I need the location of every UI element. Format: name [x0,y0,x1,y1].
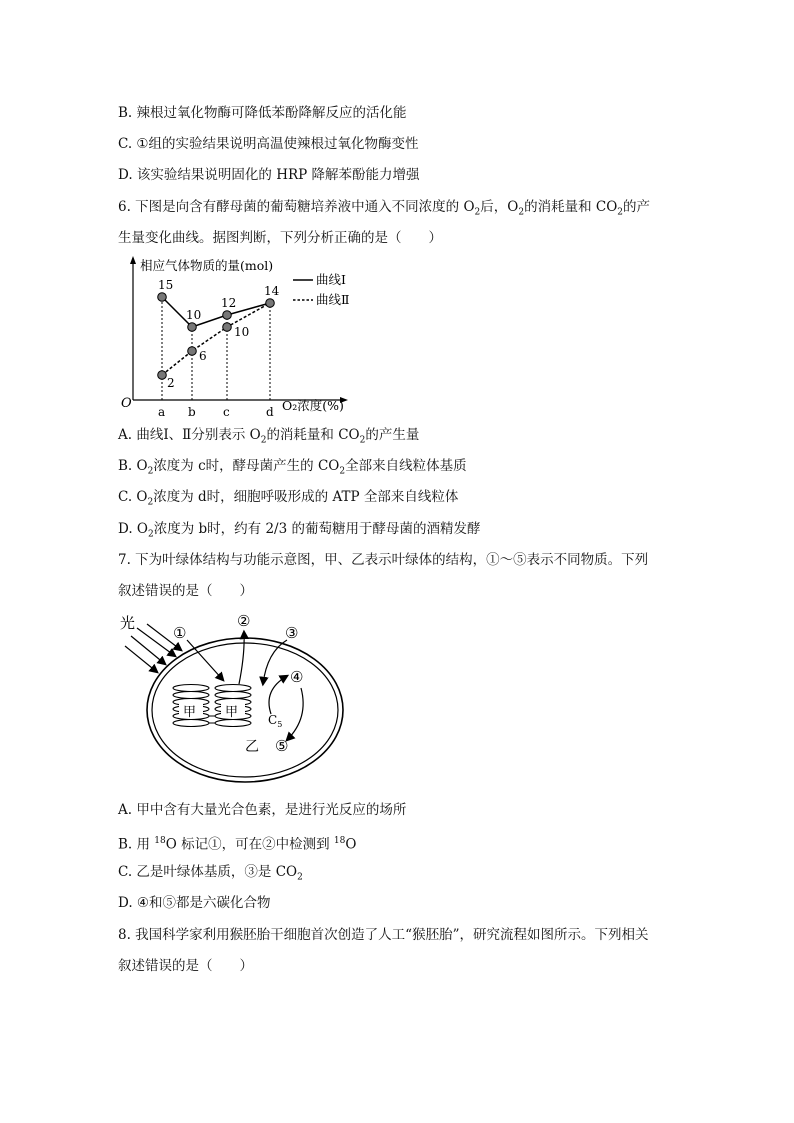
x-axis-label: O₂浓度(%) [282,398,344,413]
q6-option-d: D. $O_2$浓度为 b时，约有 2/3 的葡萄糖用于酵母菌的酒精发酵 [118,521,481,540]
chloroplast-diagram [115,606,355,786]
data-label-s1-d: 14 [264,284,280,298]
q5-option-b: B. 辣根过氧化物酶可降低苯酚降解反应的活化能 [118,105,407,121]
jia-label-right: 甲 [225,705,239,720]
q8-stem-line1: 8. 我国科学家利用猴胚胎干细胞首次创造了人工“猴胚胎”，研究流程如图所示。下列相关 [118,927,649,943]
marker-4: ④ [290,668,304,686]
light-label: 光 [120,614,136,632]
q8-stem-line2: 叙述错误的是（ ） [118,958,253,974]
q7-option-d: D. ④和⑤都是六碳化合物 [118,895,271,911]
cycle-arrow-4-to-5 [287,688,303,740]
x-tick-label-a: a [158,405,166,417]
arrow-2 [239,632,244,684]
data-points [158,293,275,380]
legend-label-1: 曲线Ⅰ [316,272,346,287]
legend [293,272,350,307]
q7-stem-line1: 7. 下为叶绿体结构与功能示意图，甲、乙表示叶绿体的结构，①～⑤表示不同物质。下列 [118,552,649,568]
data-label-s2-b: 6 [199,349,207,363]
marker-1: ① [173,624,187,642]
data-point-s2-b [188,347,197,356]
q6-option-b: B. $O_2$浓度为 c时，酵母菌产生的 $CO_2$全部来自线粒体基质 [118,458,467,477]
q7-stem-line2: 叙述错误的是（ ） [118,583,253,599]
data-label-s2-a: 2 [167,376,175,390]
origin-label: O [121,396,132,411]
x-tick-label-b: b [188,405,196,417]
data-labels [158,278,280,390]
data-point-s1-c [223,311,232,320]
yi-label: 乙 [245,739,259,755]
y-axis-label: 相应气体物质的量(mol) [140,258,274,273]
c5-label: $C_5$ [268,713,283,729]
y-axis-arrow [130,256,136,264]
x-tick-label-c: c [223,405,230,417]
q6-option-a: A. 曲线Ⅰ、Ⅱ分别表示 $O_2$的消耗量和 $CO_2$的产生量 [118,427,420,446]
series-lines [162,297,270,375]
marker-2: ② [237,612,251,630]
data-label-s1-c: 12 [221,296,237,310]
q6-stem-line1: 6. 下图是向含有酵母菌的葡萄糖培养液中通入不同浓度的 $O_2$后，$O_2$的消耗量和 $CO_2$的产 [118,199,651,218]
data-point-s1-a [158,293,167,302]
q6-stem-line2: 生量变化曲线。据图判断，下列分析正确的是（ ） [118,230,442,246]
data-label-s2-c: 10 [234,325,250,339]
q5-option-c: C. ①组的实验结果说明高温使辣根过氧化物酶变性 [118,136,419,152]
marker-5: ⑤ [275,737,289,755]
cycle-arrow-c5-to-4 [269,676,287,714]
jia-label-left: 甲 [183,705,197,720]
data-point-s2-c [223,323,232,332]
data-point-s1-d [266,299,275,308]
q6-option-c: C. $O_2$浓度为 d时，细胞呼吸形成的 ATP 全部来自线粒体 [118,489,459,508]
q7-option-b: B. 用 $^{18}$O 标记①，可在②中检测到 $^{18}$O [118,836,357,853]
x-tick-labels [158,405,274,417]
q6-chart [110,252,370,417]
data-point-s2-a [158,371,167,380]
data-label-s1-a: 15 [158,278,174,292]
data-point-s1-b [188,323,197,332]
legend-label-2: 曲线Ⅱ [316,292,350,307]
q7-option-a: A. 甲中含有大量光合色素，是进行光反应的场所 [118,802,407,818]
stroma-lamellae [209,716,215,723]
data-label-s1-b: 10 [186,308,202,322]
marker-3: ③ [285,624,299,642]
x-tick-label-d: d [266,405,274,417]
q5-option-d: D. 该实验结果说明固化的 HRP 降解苯酚能力增强 [118,167,420,183]
q7-option-c: C. 乙是叶绿体基质，③是 $CO_2$ [118,864,303,883]
